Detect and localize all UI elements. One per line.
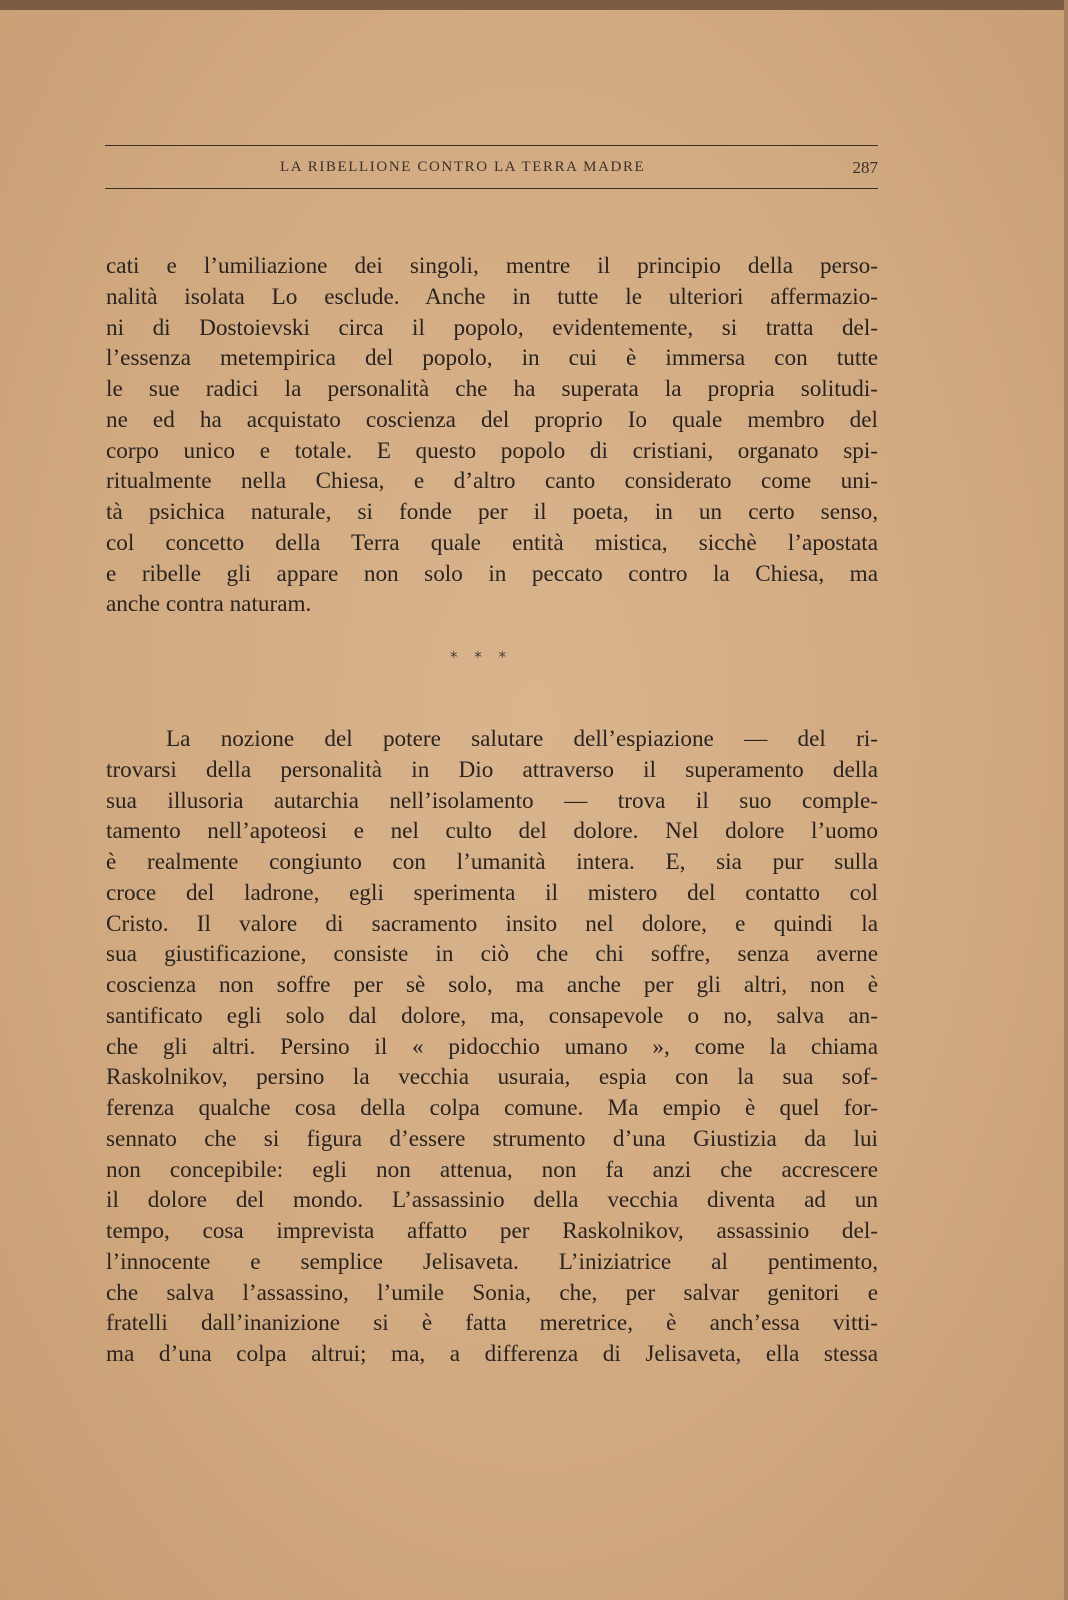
text-line: ma d’una colpa altrui; ma, a differenza di Jelisaveta, ella stessa [106, 1341, 878, 1367]
page-right-edge [1064, 0, 1068, 1600]
text-line: ni di Dostoievski circa il popolo, evidentemente, si tratta del- [106, 314, 878, 341]
text-line: non concepibile: egli non attenua, non fa anzi che accrescere [106, 1156, 878, 1183]
text-line: ne ed ha acquistato coscienza del proprio Io quale membro del [106, 406, 878, 433]
text-line: ritualmente nella Chiesa, e d’altro canto considerato come uni- [106, 468, 878, 495]
text-line: ferenza qualche cosa della colpa comune. Ma empio è quel for- [106, 1095, 878, 1121]
paragraph-2 [106, 724, 878, 1370]
text-line: tà psichica naturale, si fonde per il poeta, in un certo senso, [106, 499, 878, 525]
text-line: è realmente congiunto con l’umanità intera. E, sia pur sulla [106, 849, 878, 875]
text-line: tamento nell’apoteosi e nel culto del dolore. Nel dolore l’uomo [106, 818, 878, 845]
text-line: Cristo. Il valore di sacramento insito nel dolore, e quindi la [106, 910, 878, 937]
paragraph-1 [106, 251, 878, 620]
text-line: La nozione del potere salutare dell’espiazione — del ri- [166, 726, 878, 752]
text-line: fratelli dall’inanizione si è fatta meretrice, è anch’essa vitti- [106, 1310, 878, 1337]
text-line: nalità isolata Lo esclude. Anche in tutte le ulteriori affermazio- [106, 283, 878, 310]
text-line: santificato egli solo dal dolore, ma, consapevole o no, salva an- [106, 1002, 878, 1029]
text-line: cati e l’umiliazione dei singoli, mentre il principio della perso- [106, 253, 878, 279]
text-line: sua illusoria autarchia nell’isolamento — trova il suo comple- [106, 787, 878, 814]
text-line: croce del ladrone, egli sperimenta il mistero del contatto col [106, 879, 878, 906]
text-line: col concetto della Terra quale entità mistica, sicchè l’apostata [106, 529, 878, 556]
text-line: trovarsi della personalità in Dio attraverso il superamento della [106, 756, 878, 783]
text-line: sennato che si figura d’essere strumento d’una Giustizia da lui [106, 1125, 878, 1152]
section-separator: * * * [450, 648, 513, 666]
text-line: le sue radici la personalità che ha superata la propria solitudi- [106, 376, 878, 402]
text-line: Raskolnikov, persino la vecchia usuraia, espia con la sua sof- [106, 1064, 878, 1091]
text-line: coscienza non soffre per sè solo, ma anche per gli altri, non è [106, 972, 878, 998]
text-line: tempo, cosa imprevista affatto per Raskolnikov, assassinio del- [106, 1218, 878, 1244]
text-line: che gli altri. Persino il « pidocchio umano », come la chiama [106, 1033, 878, 1060]
text-line: l’innocente e semplice Jelisaveta. L’iniziatrice al pentimento, [106, 1248, 878, 1275]
text-line: sua giustificazione, consiste in ciò che chi soffre, senza averne [106, 941, 878, 968]
running-header [105, 145, 878, 189]
running-title: LA RIBELLIONE CONTRO LA TERRA MADRE [280, 159, 646, 175]
text-line: l’essenza metempirica del popolo, in cui è immersa con tutte [106, 345, 878, 372]
text-line: e ribelle gli appare non solo in peccato contro la Chiesa, ma [106, 560, 878, 587]
page-number: 287 [852, 158, 878, 177]
text-line: anche contra naturam. [106, 591, 312, 618]
text-line: il dolore del mondo. L’assassinio della vecchia diventa ad un [106, 1187, 878, 1214]
text-line: corpo unico e totale. E questo popolo di cristiani, organato spi- [106, 437, 878, 464]
text-line: che salva l’assassino, l’umile Sonia, che, per salvar genitori e [106, 1279, 878, 1306]
page-top-edge [0, 0, 1068, 10]
